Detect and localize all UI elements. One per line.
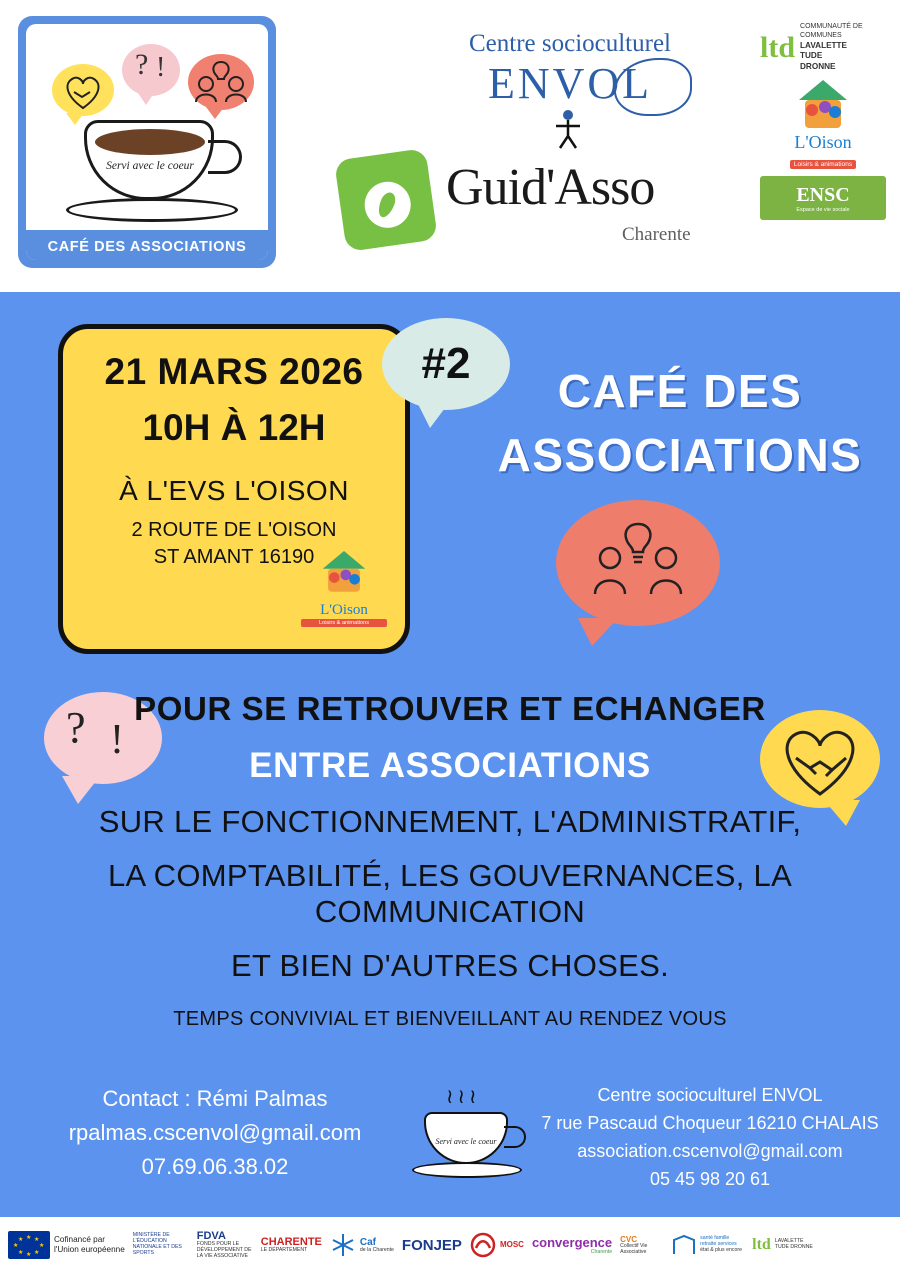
envol-line1: Centre socioculturel xyxy=(468,30,671,57)
event-info-box xyxy=(58,324,410,654)
envol-person-icon xyxy=(548,108,588,150)
contact-right xyxy=(540,1082,880,1194)
partner-logo-men xyxy=(133,1233,189,1257)
ensc-logo xyxy=(760,176,886,220)
org-phone: 05 45 98 20 61 xyxy=(649,1168,771,1189)
question-mark: ? xyxy=(66,703,86,752)
oison-tagline: Loisirs & animations xyxy=(301,619,387,627)
partner-logo-fdva xyxy=(197,1230,253,1260)
steam-icon: ≀≀≀ xyxy=(446,1086,481,1108)
eu-line2: l'Union européenne xyxy=(54,1245,125,1254)
cafe-des-associations-logo xyxy=(18,16,276,268)
partner-sub: Charente xyxy=(590,1248,613,1255)
event-time: 10H À 12H xyxy=(142,407,326,448)
partner-sub: LE DÉPARTEMENT xyxy=(260,1247,308,1254)
partner-sub: état & plus encore xyxy=(700,1246,742,1253)
contact-name: Contact : Rémi Palmas xyxy=(102,1086,328,1111)
footer-partner-strip xyxy=(0,1217,900,1273)
logo-caption: CAFÉ DES ASSOCIATIONS xyxy=(47,239,247,255)
partner-sub: LAVALETTE TUDE DRONNE xyxy=(774,1238,813,1250)
poster-description xyxy=(0,690,900,1031)
partner-sub: de la Charente xyxy=(359,1246,394,1253)
coffee-cup-icon-small xyxy=(410,1082,530,1192)
envol-logo xyxy=(420,30,720,150)
oison-house-icon xyxy=(795,80,851,132)
title-line1: CAFÉ DES xyxy=(557,365,803,417)
eu-funding xyxy=(8,1231,125,1259)
heart-bubble-icon xyxy=(52,64,114,116)
partner-name: CHARENTE xyxy=(260,1236,322,1249)
partner-name: FDVA xyxy=(196,1230,226,1243)
question-mark: ? xyxy=(135,48,149,81)
partner-name: ltd xyxy=(752,1236,771,1253)
ltd-line4: DRONNE xyxy=(800,62,836,72)
oison-house-icon xyxy=(314,551,374,597)
cup-motto: Servi avec le coeur xyxy=(435,1137,497,1146)
poster-header xyxy=(0,0,900,292)
people-idea-icon xyxy=(590,518,690,604)
ltd-mark: ltd xyxy=(760,31,796,64)
eu-flag-icon: ★ ★ ★ ★ ★ ★ ★ ★ xyxy=(8,1231,50,1259)
question-bubble-icon xyxy=(122,44,180,96)
partner-logo-charente xyxy=(261,1236,322,1254)
mosc-icon xyxy=(470,1232,496,1258)
event-date: 21 MARS 2026 xyxy=(104,351,364,392)
contact-email[interactable]: rpalmas.cscenvol@gmail.com xyxy=(68,1120,362,1146)
description-line5: ET BIEN D'AUTRES CHOSES. xyxy=(230,948,670,983)
contact-left xyxy=(40,1082,390,1184)
title-line2: ASSOCIATIONS xyxy=(497,429,863,481)
ltd-line1: COMMUNAUTÉ DE COMMUNES xyxy=(800,23,863,39)
msa-icon xyxy=(672,1234,696,1256)
partner-name: santé famille retraite services xyxy=(700,1235,737,1248)
partner-sub: Collectif Vie Associative xyxy=(620,1242,648,1255)
partner-logo-msa xyxy=(672,1234,744,1256)
partner-logo-ltd-footer xyxy=(752,1236,815,1254)
partner-logo-fonjep xyxy=(402,1237,462,1254)
oison-logo-small xyxy=(301,551,387,627)
partner-logos-header xyxy=(760,22,886,272)
ensc-subtitle: Espace de vie sociale xyxy=(796,206,850,213)
partner-name: MINISTÈRE DE L'ÉDUCATION NATIONALE ET DES SPORTS xyxy=(132,1232,182,1256)
people-idea-bubble-icon xyxy=(188,54,254,110)
partner-logo-caf xyxy=(330,1232,394,1258)
snowflake-icon xyxy=(330,1232,356,1258)
poster-title xyxy=(470,364,890,482)
ensc-name: ENSC xyxy=(796,183,850,206)
partner-sub: FONDS POUR LE DÉVELOPPEMENT DE LA VIE ASSOCIATIVE xyxy=(196,1241,252,1259)
compass-icon xyxy=(334,148,438,252)
oison-name: L'Oison xyxy=(320,602,368,618)
exclamation-mark: ! xyxy=(110,717,124,763)
guidasso-logo xyxy=(340,148,740,263)
handshake-heart-icon xyxy=(52,64,114,116)
event-venue: À L'EVS L'OISON xyxy=(119,475,349,506)
org-email[interactable]: association.cscenvol@gmail.com xyxy=(577,1140,843,1161)
guidasso-name: Guid'Asso xyxy=(446,159,655,216)
oison-name: L'Oison xyxy=(794,132,852,152)
org-address: 7 rue Pascaud Choqueur 16210 CHALAIS xyxy=(541,1112,879,1133)
cup-motto: Servi avec le coeur xyxy=(106,160,194,172)
partner-name: Caf xyxy=(359,1236,377,1248)
partner-logo-cvc xyxy=(620,1235,664,1256)
oison-logo xyxy=(760,80,886,168)
description-line6: TEMPS CONVIVIAL ET BIENVEILLANT AU RENDEZ VOUS xyxy=(173,1008,727,1030)
ltd-logo xyxy=(760,22,886,74)
envol-line2: ENVOL xyxy=(487,59,653,108)
partner-logo-mosc xyxy=(470,1232,524,1258)
org-name: Centre socioculturel ENVOL xyxy=(597,1085,823,1105)
people-idea-bubble xyxy=(556,500,720,626)
partner-name: MOSC xyxy=(499,1240,524,1250)
ltd-line2: LAVALETTE xyxy=(800,40,848,50)
eu-line1: Cofinancé par xyxy=(54,1235,105,1245)
oison-tagline: Loisirs & animations xyxy=(790,160,856,169)
description-line4: LA COMPTABILITÉ, LES GOUVERNANCES, LA COMMUNICATION xyxy=(107,858,793,929)
contact-phone: 07.69.06.38.02 xyxy=(141,1154,289,1180)
partner-name: FONJEP xyxy=(401,1236,462,1254)
partner-logo-convergence xyxy=(532,1235,612,1256)
partner-name: convergence xyxy=(531,1234,613,1250)
description-line1: POUR SE RETROUVER ET ECHANGER xyxy=(134,690,766,727)
poster-body xyxy=(0,292,900,1217)
event-address-line2: ST AMANT 16190 xyxy=(153,546,315,568)
ltd-line3: TUDE xyxy=(800,51,823,61)
coffee-cup-icon xyxy=(62,114,252,234)
description-line2: ENTRE ASSOCIATIONS xyxy=(249,746,651,785)
guidasso-subtitle: Charente xyxy=(622,224,691,245)
description-line3: SUR LE FONCTIONNEMENT, L'ADMINISTRATIF, xyxy=(98,804,802,839)
exclamation-mark: ! xyxy=(156,52,166,83)
event-address-line1: 2 ROUTE DE L'OISON xyxy=(131,519,337,541)
hashtag-number: #2 xyxy=(421,339,471,388)
partner-name: CVC xyxy=(620,1234,638,1244)
